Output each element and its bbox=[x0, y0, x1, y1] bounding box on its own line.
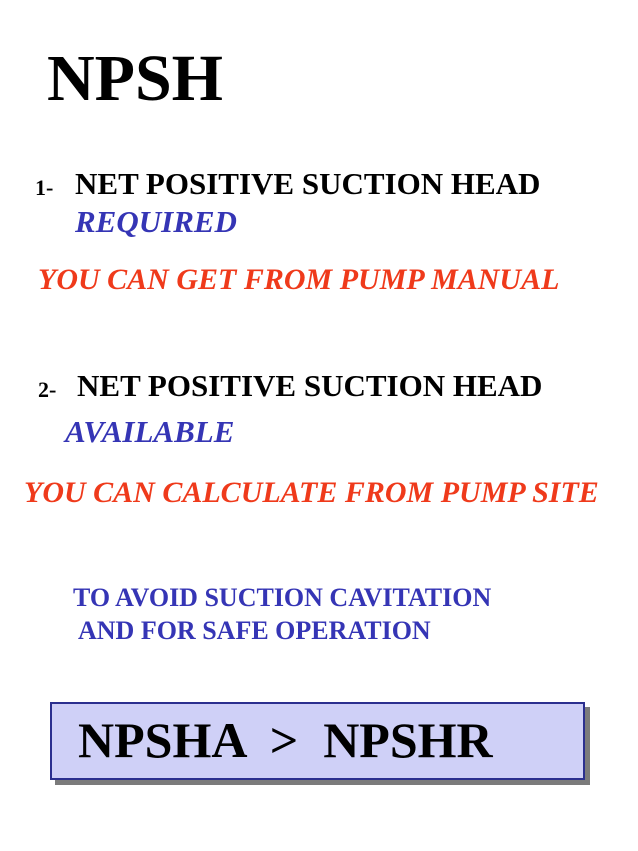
note-line-1: TO AVOID SUCTION CAVITATION bbox=[73, 583, 492, 612]
item-2-qualifier: AVAILABLE bbox=[65, 414, 235, 449]
formula-box bbox=[50, 702, 585, 780]
note-line-2: AND FOR SAFE OPERATION bbox=[78, 616, 431, 645]
page-title: NPSH bbox=[47, 42, 224, 115]
item-1-number: 1- bbox=[35, 175, 54, 200]
formula-text: NPSHA > NPSHR bbox=[78, 712, 493, 768]
item-1-qualifier: REQUIRED bbox=[75, 204, 237, 239]
item-1-heading: NET POSITIVE SUCTION HEAD bbox=[75, 166, 541, 201]
item-1-source: YOU CAN GET FROM PUMP MANUAL bbox=[38, 263, 560, 296]
item-2-heading: NET POSITIVE SUCTION HEAD bbox=[77, 368, 543, 403]
item-2-number: 2- bbox=[38, 377, 57, 402]
item-2-source: YOU CAN CALCULATE FROM PUMP SITE bbox=[24, 476, 599, 509]
